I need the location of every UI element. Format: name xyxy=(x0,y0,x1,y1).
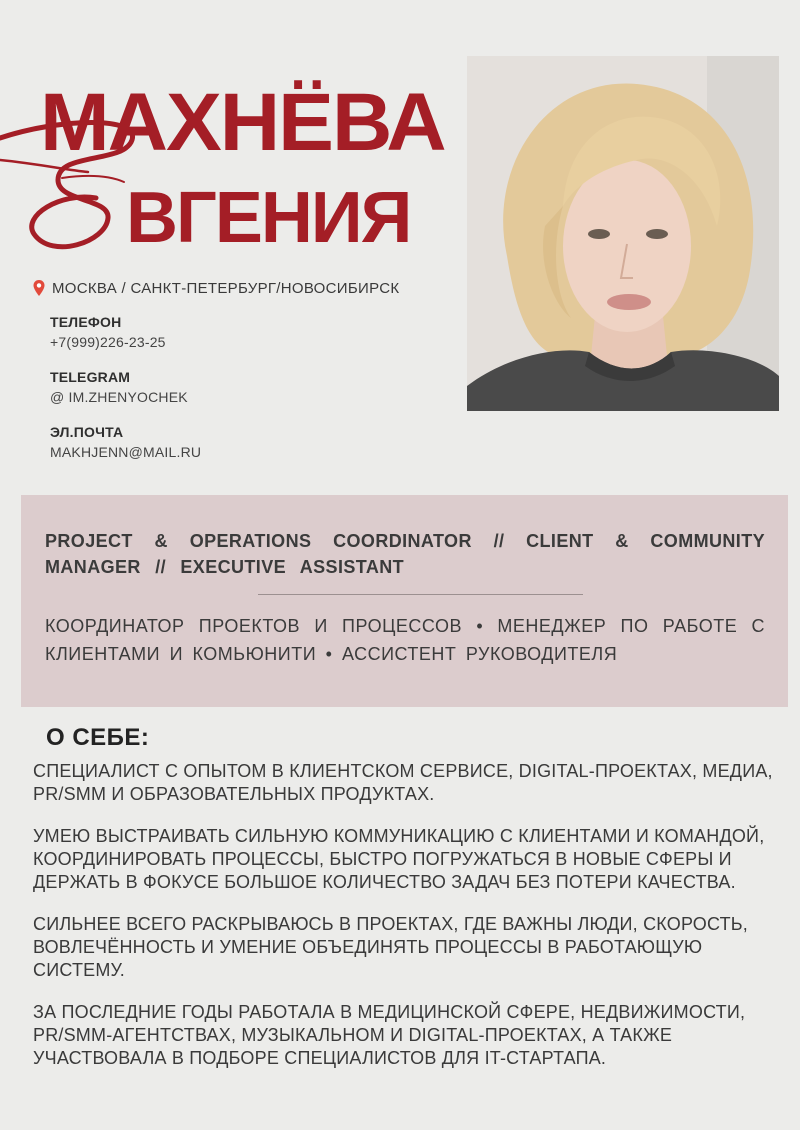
surname: МАХНЁВА xyxy=(40,77,445,168)
firstname: ВГЕНИЯ xyxy=(126,178,411,258)
contact-phone xyxy=(50,314,166,350)
contact-telegram xyxy=(50,369,188,405)
about-heading: О СЕБЕ: xyxy=(46,724,150,751)
telegram-value[interactable]: @ IM.ZHENYOCHEK xyxy=(50,389,188,405)
roles-divider xyxy=(258,594,583,595)
email-value[interactable]: MAKHJENN@MAIL.RU xyxy=(50,444,202,460)
roles-russian: КООРДИНАТОР ПРОЕКТОВ И ПРОЦЕССОВ • МЕНЕДЖЕР ПО РАБОТЕ С КЛИЕНТАМИ И КОМЬЮНИТИ • АССИСТЕНТ РУКОВОДИТЕЛЯ xyxy=(45,616,765,664)
phone-label: ТЕЛЕФОН xyxy=(50,314,122,330)
portrait-image xyxy=(467,56,779,411)
roles-panel xyxy=(21,495,788,707)
roles-english: PROJECT & OPERATIONS COORDINATOR // CLIENT & COMMUNITY MANAGER // EXECUTIVE ASSISTANT xyxy=(45,531,765,577)
phone-value[interactable]: +7(999)226-23-25 xyxy=(50,334,166,350)
contact-email xyxy=(50,424,201,460)
name-header xyxy=(0,60,470,270)
location-text: МОСКВА / САНКТ-ПЕТЕРБУРГ/НОВОСИБИРСК xyxy=(52,279,400,297)
about-paragraph: СИЛЬНЕЕ ВСЕГО РАСКРЫВАЮСЬ В ПРОЕКТАХ, ГДЕ ВАЖНЫ ЛЮДИ, СКОРОСТЬ, ВОВЛЕЧЁННОСТЬ И УМЕНИЕ ОБЪЕДИНЯТЬ ПРОЦЕССЫ В РАБОТАЮЩУЮ СИСТЕМУ. xyxy=(33,914,748,980)
profile-photo xyxy=(467,56,779,411)
email-label: ЭЛ.ПОЧТА xyxy=(50,424,124,440)
map-pin-icon xyxy=(32,279,46,297)
telegram-label: TELEGRAM xyxy=(50,369,131,385)
about-paragraph: ЗА ПОСЛЕДНИЕ ГОДЫ РАБОТАЛА В МЕДИЦИНСКОЙ СФЕРЕ, НЕДВИЖИМОСТИ, PR/SMM-АГЕНТСТВАХ, МУЗЫКАЛЬНОМ И DIGITAL-ПРОЕКТАХ, А ТАКЖЕ УЧАСТВОВАЛА В ПОДБОРЕ СПЕЦИАЛИСТОВ ДЛЯ IT-СТАРТАПА. xyxy=(33,1002,746,1068)
location xyxy=(32,279,399,297)
about-paragraph: УМЕЮ ВЫСТРАИВАТЬ СИЛЬНУЮ КОММУНИКАЦИЮ С КЛИЕНТАМИ И КОМАНДОЙ, КООРДИНИРОВАТЬ ПРОЦЕССЫ, БЫСТРО ПОГРУЖАТЬСЯ В НОВЫЕ СФЕРЫ И ДЕРЖАТЬ В ФОКУСЕ БОЛЬШОЕ КОЛИЧЕСТВО ЗАДАЧ БЕЗ ПОТЕРИ КАЧЕСТВА. xyxy=(33,826,765,892)
about-paragraph: СПЕЦИАЛИСТ С ОПЫТОМ В КЛИЕНТСКОМ СЕРВИСЕ, DIGITAL-ПРОЕКТАХ, МЕДИА, PR/SMM И ОБРАЗОВАТЕЛЬНЫХ ПРОДУКТАХ. xyxy=(33,761,773,804)
about-section xyxy=(33,760,773,1089)
